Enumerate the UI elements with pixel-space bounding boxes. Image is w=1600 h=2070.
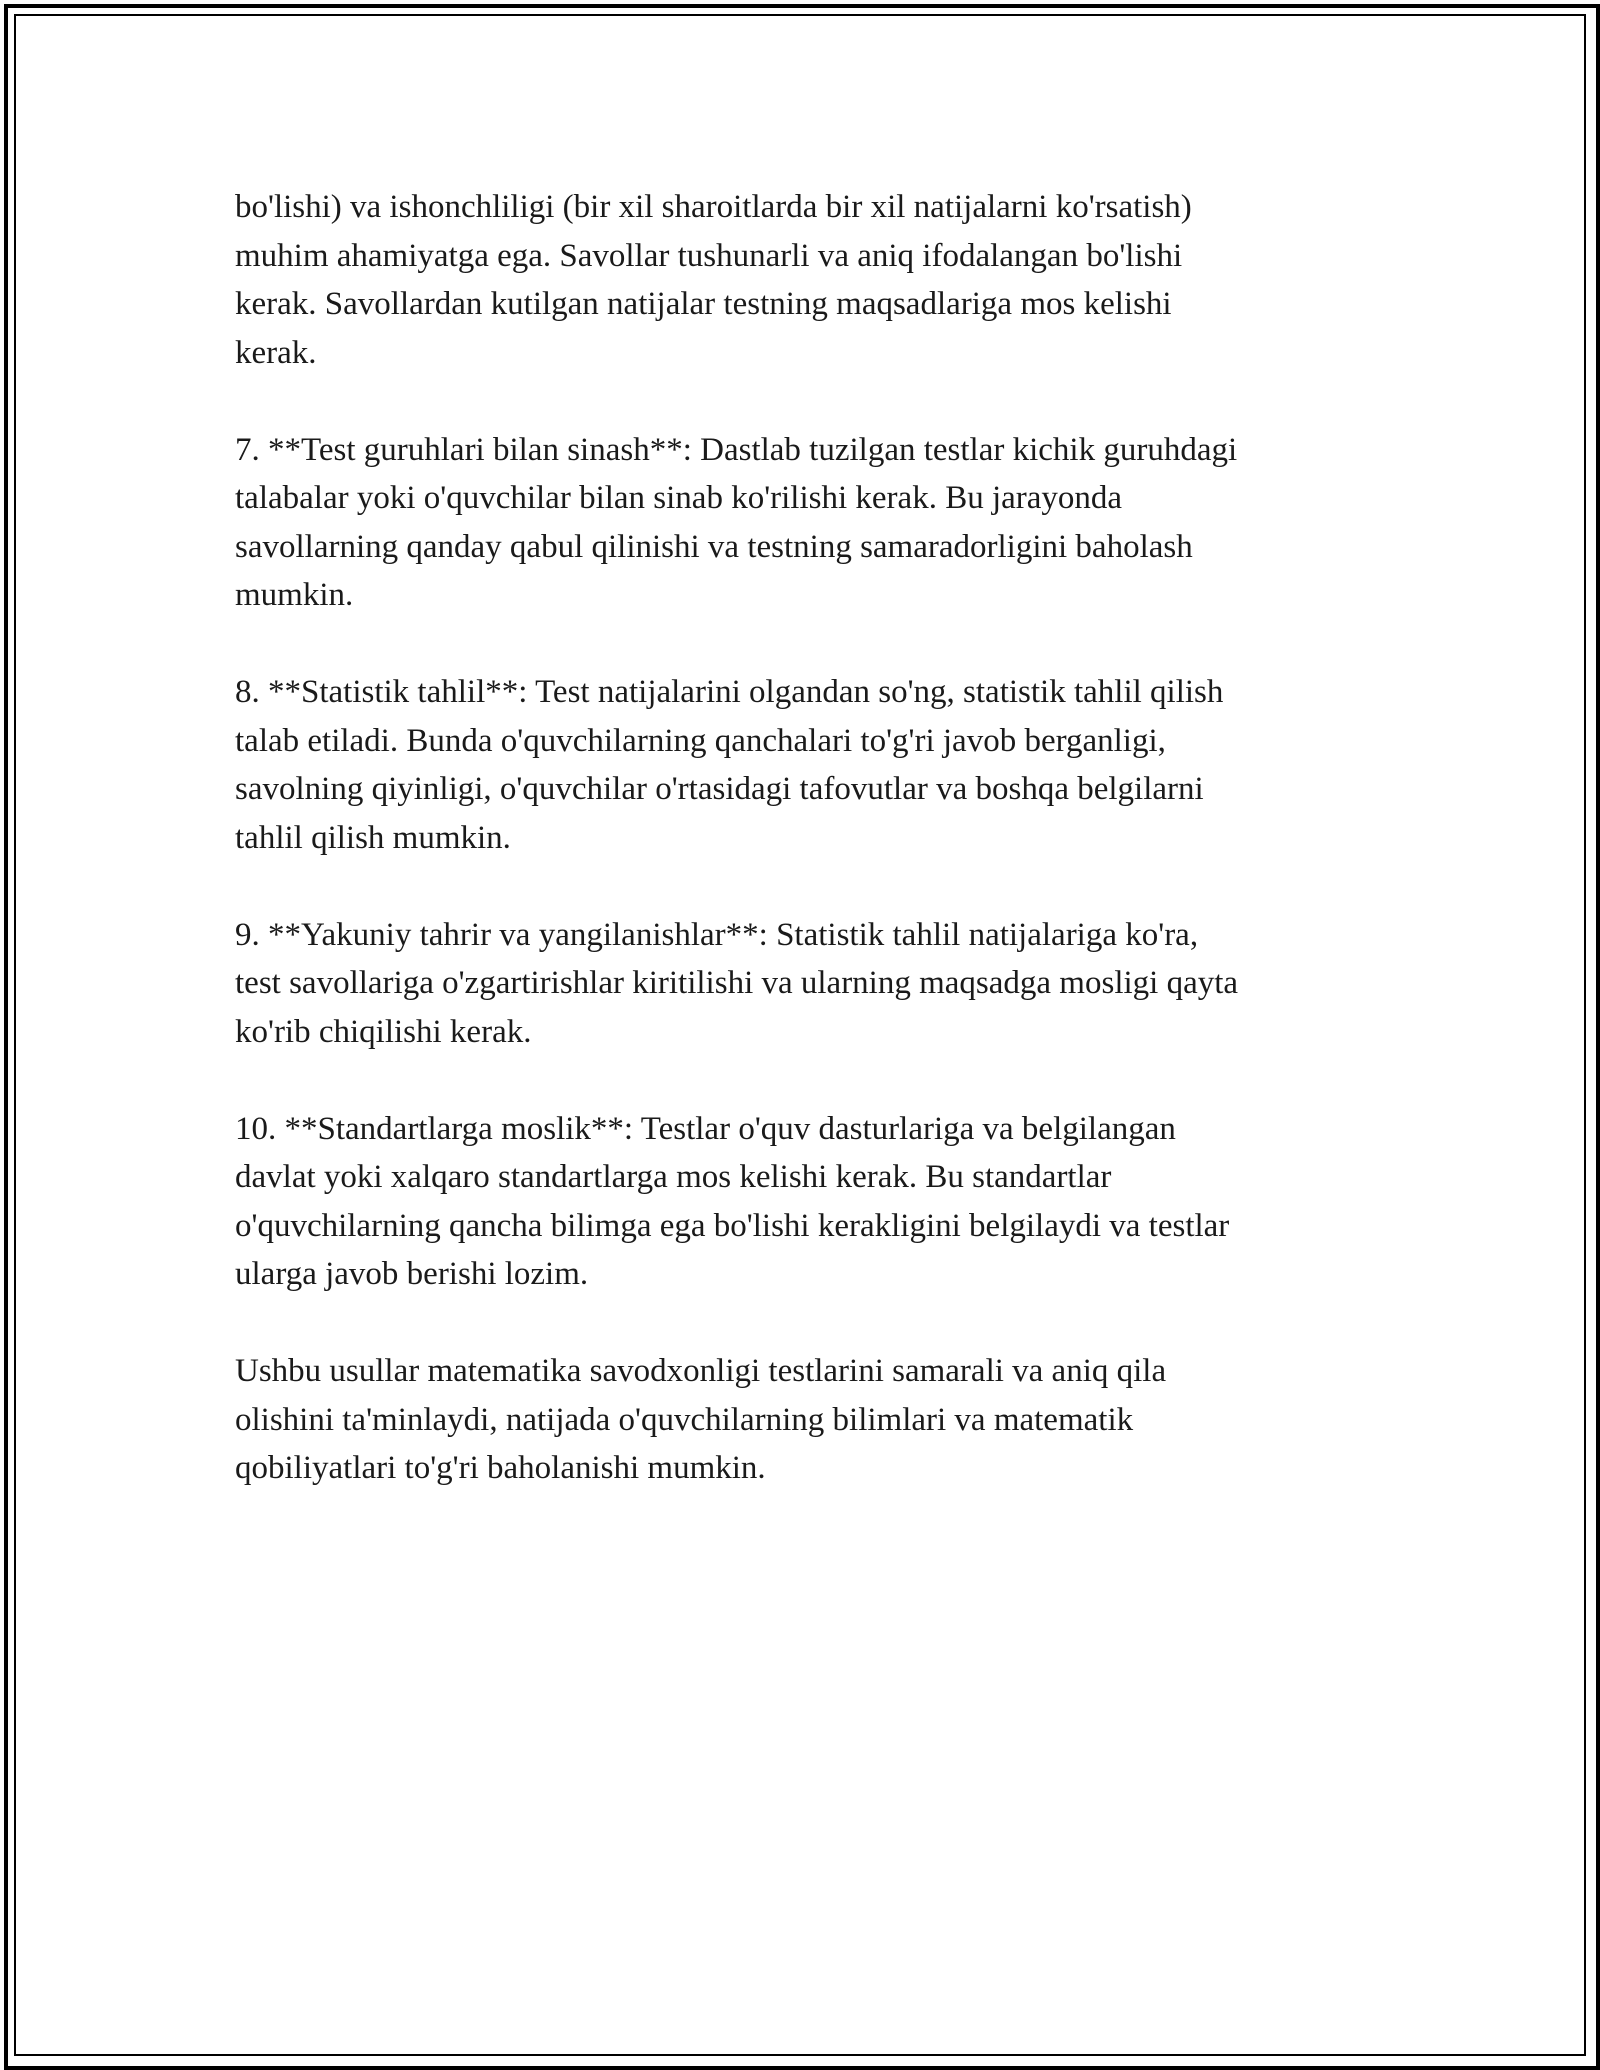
paragraph-continuation: bo'lishi) va ishonchliligi (bir xil sharoitlarda bir xil natijalarni ko'rsatish) muhim ahamiyatga ega. Savollar tushunarli va aniq ifodalangan bo'lishi kerak. Savollardan kutilgan natijalar testning maqsadlariga mos kelishi kerak.	[235, 189, 1192, 371]
paragraph-item-9: 9. **Yakuniy tahrir va yangilanishlar**: Statistik tahlil natijalariga ko'ra, test savollariga o'zgartirishlar kiritilishi va ularning maqsadga mosligi qayta ko'rib chiqilishi kerak.	[235, 916, 1239, 1050]
paragraph-item-8: 8. **Statistik tahlil**: Test natijalarini olgandan so'ng, statistik tahlil qilish talab etiladi. Bunda o'quvchilarning qanchalari to'g'ri javob berganligi, savolning qiyinligi, o'quvchilar o'rtasidagi tafovutlar va boshqa belgilarni tahlil qilish mumkin.	[235, 674, 1224, 856]
document-body	[235, 183, 1375, 1541]
paragraph-item-7: 7. **Test guruhlari bilan sinash**: Dastlab tuzilgan testlar kichik guruhdagi talabalar yoki o'quvchilar bilan sinab ko'rilishi kerak. Bu jarayonda savollarning qanday qabul qilinishi va testning samaradorligini baholash mumkin.	[235, 431, 1238, 613]
paragraph-item-10: 10. **Standartlarga moslik**: Testlar o'quv dasturlariga va belgilangan davlat yoki xalqaro standartlarga mos kelishi kerak. Bu standartlar o'quvchilarning qancha bilimga ega bo'lishi kerakligini belgilaydi va testlar ularga javob berishi lozim.	[235, 1110, 1230, 1292]
paragraph-conclusion: Ushbu usullar matematika savodxonligi testlarini samarali va aniq qila olishini ta'minlaydi, natijada o'quvchilarning bilimlari va matematik qobiliyatlari to'g'ri baholanishi mumkin.	[235, 1353, 1167, 1486]
